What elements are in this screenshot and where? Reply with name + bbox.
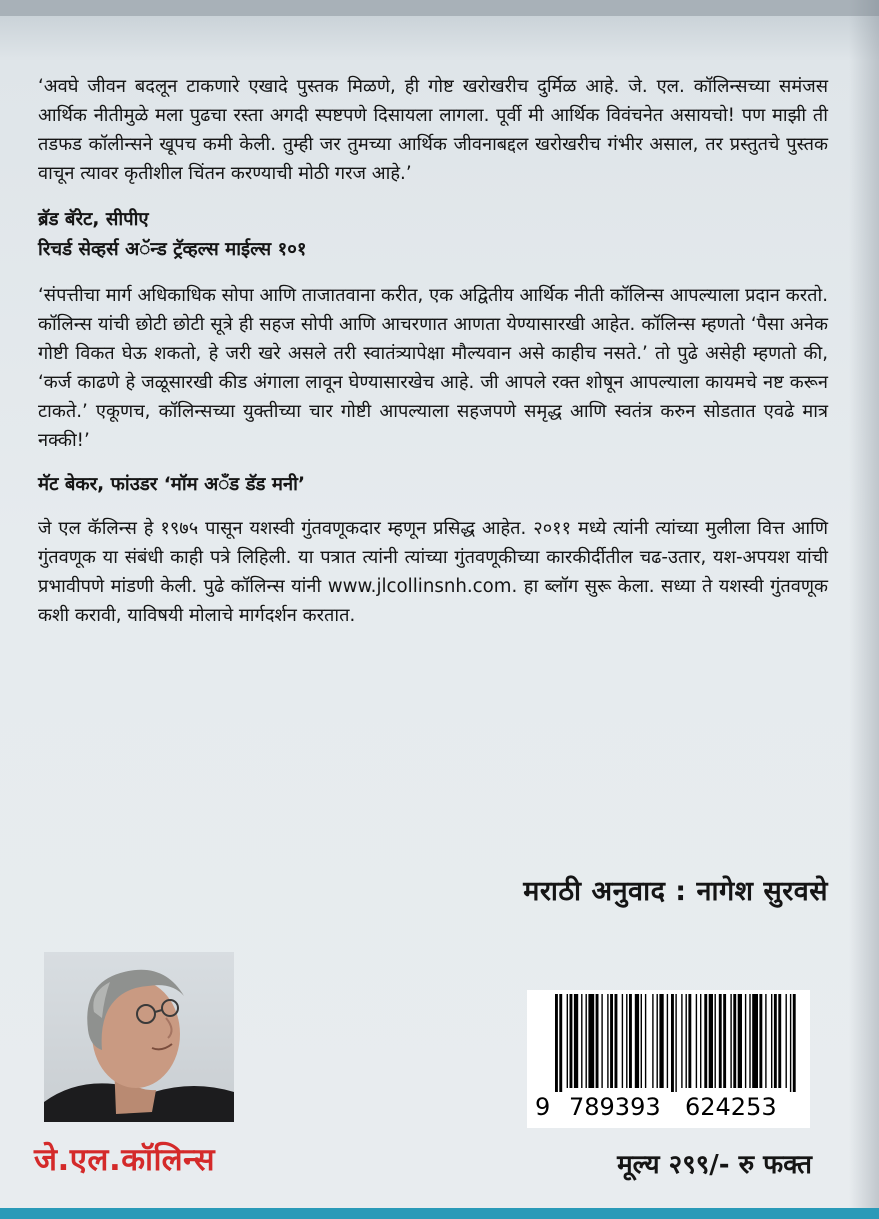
barcode-bar: [709, 994, 713, 1088]
barcode-bar: [671, 994, 674, 1092]
barcode-bar: [559, 994, 562, 1092]
barcode-bar: [615, 994, 618, 1088]
barcode-bar: [715, 994, 716, 1088]
barcode-bar: [641, 994, 642, 1088]
barcode-bar: [790, 994, 791, 1092]
quote-1-author: ब्रॅड बॅरेट, सीपीए: [38, 209, 149, 230]
barcode-bar: [765, 994, 766, 1088]
isbn-prefix-digit: 9: [535, 1093, 551, 1121]
barcode-bar: [629, 994, 632, 1088]
barcode-bar: [738, 994, 742, 1088]
barcode-bar: [730, 994, 731, 1088]
isbn-barcode: [527, 990, 810, 1128]
quote-1-text: ‘अवघे जीवन बदलून टाकणारे एखादे पुस्तक मिळणे, ही गोष्ट खरोखरीच दुर्मिळ आहे. जे. एल. कॉलिन्सच्या समंजस आर्थिक नीतीमुळे मला पुढचा रस्ता अगदी स्पष्टपणे दिसायला लागला. पूर्वी मी आर्थिक विवंचनेत असायचो! पण माझी ती तडफड कॉलीन्सने खूपच कमी केली. तुम्ही जर तुमच्या आर्थिक जीवनाबद्दल खरोखरीच गंभीर असाल, तर प्रस्तुतचे पुस्तक वाचून त्यावर कृतीशील चिंतन करण्याची मोठी गरज आहे.’: [38, 76, 828, 184]
barcode-bar: [635, 994, 639, 1088]
author-name: जे.एल.कॉलिन्स: [34, 1142, 216, 1178]
barcode-bar: [771, 994, 772, 1088]
back-cover-text: [38, 72, 828, 630]
barcode-bar: [774, 994, 777, 1088]
barcode-bar: [749, 994, 750, 1088]
author-bio: जे एल कॅलिन्स हे १९७५ पासून यशस्वी गुंतवणूकदार म्हणून प्रसिद्ध आहेत. २०११ मध्ये त्यांनी त्यांच्या मुलीला वित्त आणि गुंतवणूक या संबंधी काही पत्रे लिहिली. या पत्रात त्यांनी त्यांच्या गुंतवणूकीच्या कारकीर्दीतील चढ-उतार, यश-अपयश यांची प्रभावीपणे मांडणी केली. पुढे कॉलिन्स यांनी www.jlcollinsnh.com. हा ब्लॉग सुरू केला. सध्या ते यशस्वी गुंतवणूक कशी करावी, याविषयी मोलाचे मार्गदर्शन करतात.: [38, 518, 828, 626]
barcode-bar: [626, 994, 627, 1088]
barcode-bar: [700, 994, 701, 1088]
barcode-bar: [696, 994, 697, 1088]
author-portrait-illustration: [44, 952, 234, 1122]
quote-2-author: मॅट बेकर, फांउडर ‘मॉम अॅंड डॅड मनी’: [38, 474, 305, 495]
barcode-bar: [596, 994, 599, 1088]
isbn-left-group: 789393: [569, 1093, 661, 1121]
barcode-bar: [607, 994, 608, 1088]
barcode-bar: [719, 994, 722, 1088]
barcode-bar: [745, 994, 746, 1088]
barcode-bar: [657, 994, 658, 1088]
barcode-bar: [659, 994, 663, 1088]
cover-top-edge: [0, 0, 879, 16]
barcode-bar: [686, 994, 687, 1088]
accent-bar: [0, 1208, 879, 1219]
barcode-bar: [688, 994, 691, 1088]
barcode-bar: [704, 994, 707, 1088]
barcode-bar: [733, 994, 736, 1088]
barcode-bar: [681, 994, 682, 1088]
barcode-bars: [535, 994, 805, 1092]
barcode-bar: [581, 994, 582, 1088]
barcode-bar: [752, 994, 758, 1088]
barcode-bar: [778, 994, 781, 1088]
quote-1-author-title: रिचर्ड सेव्हर्स अॅन्ड ट्रॅव्हल्स माईल्स १०१: [38, 239, 307, 260]
quote-2-text: ‘संपत्तीचा मार्ग अधिकाधिक सोपा आणि ताजातवाना करीत, एक अद्वितीय आर्थिक नीती कॉलिन्स आपल्याला प्रदान करतो. कॉलिन्स यांची छोटी छोटी सूत्रे ही सहज सोपी आणि आचरणात आणता येण्यासारखी आहेत. कॉलिन्स म्हणतो ‘पैसा अनेक गोष्टी विकत घेऊ शकतो, हे जरी खरे असले तरी स्वातंत्र्यापेक्षा मौल्यवान असे काहीच नसते.’ तो पुढे असेही म्हणतो की, ‘कर्ज काढणे हे जळूसारखी कीड अंगाला लावून घेण्यासारखेच आहे. जी आपले रक्त शोषून आपल्याला कायमचे नष्ट करून टाकते.’ एकूणच, कॉलिन्सच्या युक्तीच्या चार गोष्टी आपल्याला सहजपणे समृद्ध आणि स्वतंत्र करुन सोडतात एवढे मात्र नक्की!’: [38, 285, 828, 451]
barcode-bar: [555, 994, 558, 1092]
price-label: मूल्य २९९/- रु फक्त: [617, 1150, 812, 1180]
barcode-bar: [786, 994, 787, 1088]
barcode-bar: [675, 994, 676, 1092]
cover-spine-shadow: [849, 0, 879, 1219]
quote-1-attribution: [38, 205, 828, 265]
isbn-digits: [535, 1089, 805, 1125]
barcode-bar: [622, 994, 623, 1088]
barcode-bar: [574, 994, 578, 1088]
translator-credit: मराठी अनुवाद : नागेश सुरवसे: [523, 876, 828, 907]
barcode-bar: [667, 994, 668, 1088]
barcode-bar: [586, 994, 587, 1088]
barcode-bar: [601, 994, 602, 1088]
barcode-bar: [652, 994, 653, 1088]
barcode-bar: [793, 994, 796, 1092]
barcode-bar: [610, 994, 613, 1088]
barcode-bar: [645, 994, 646, 1088]
barcode-bar: [570, 994, 573, 1088]
barcode-bar: [588, 994, 594, 1088]
barcode-bar: [567, 994, 568, 1088]
author-photo: [44, 952, 234, 1122]
barcode-bar: [723, 994, 726, 1088]
barcode-bar: [759, 994, 762, 1088]
isbn-right-group: 624253: [685, 1093, 777, 1121]
